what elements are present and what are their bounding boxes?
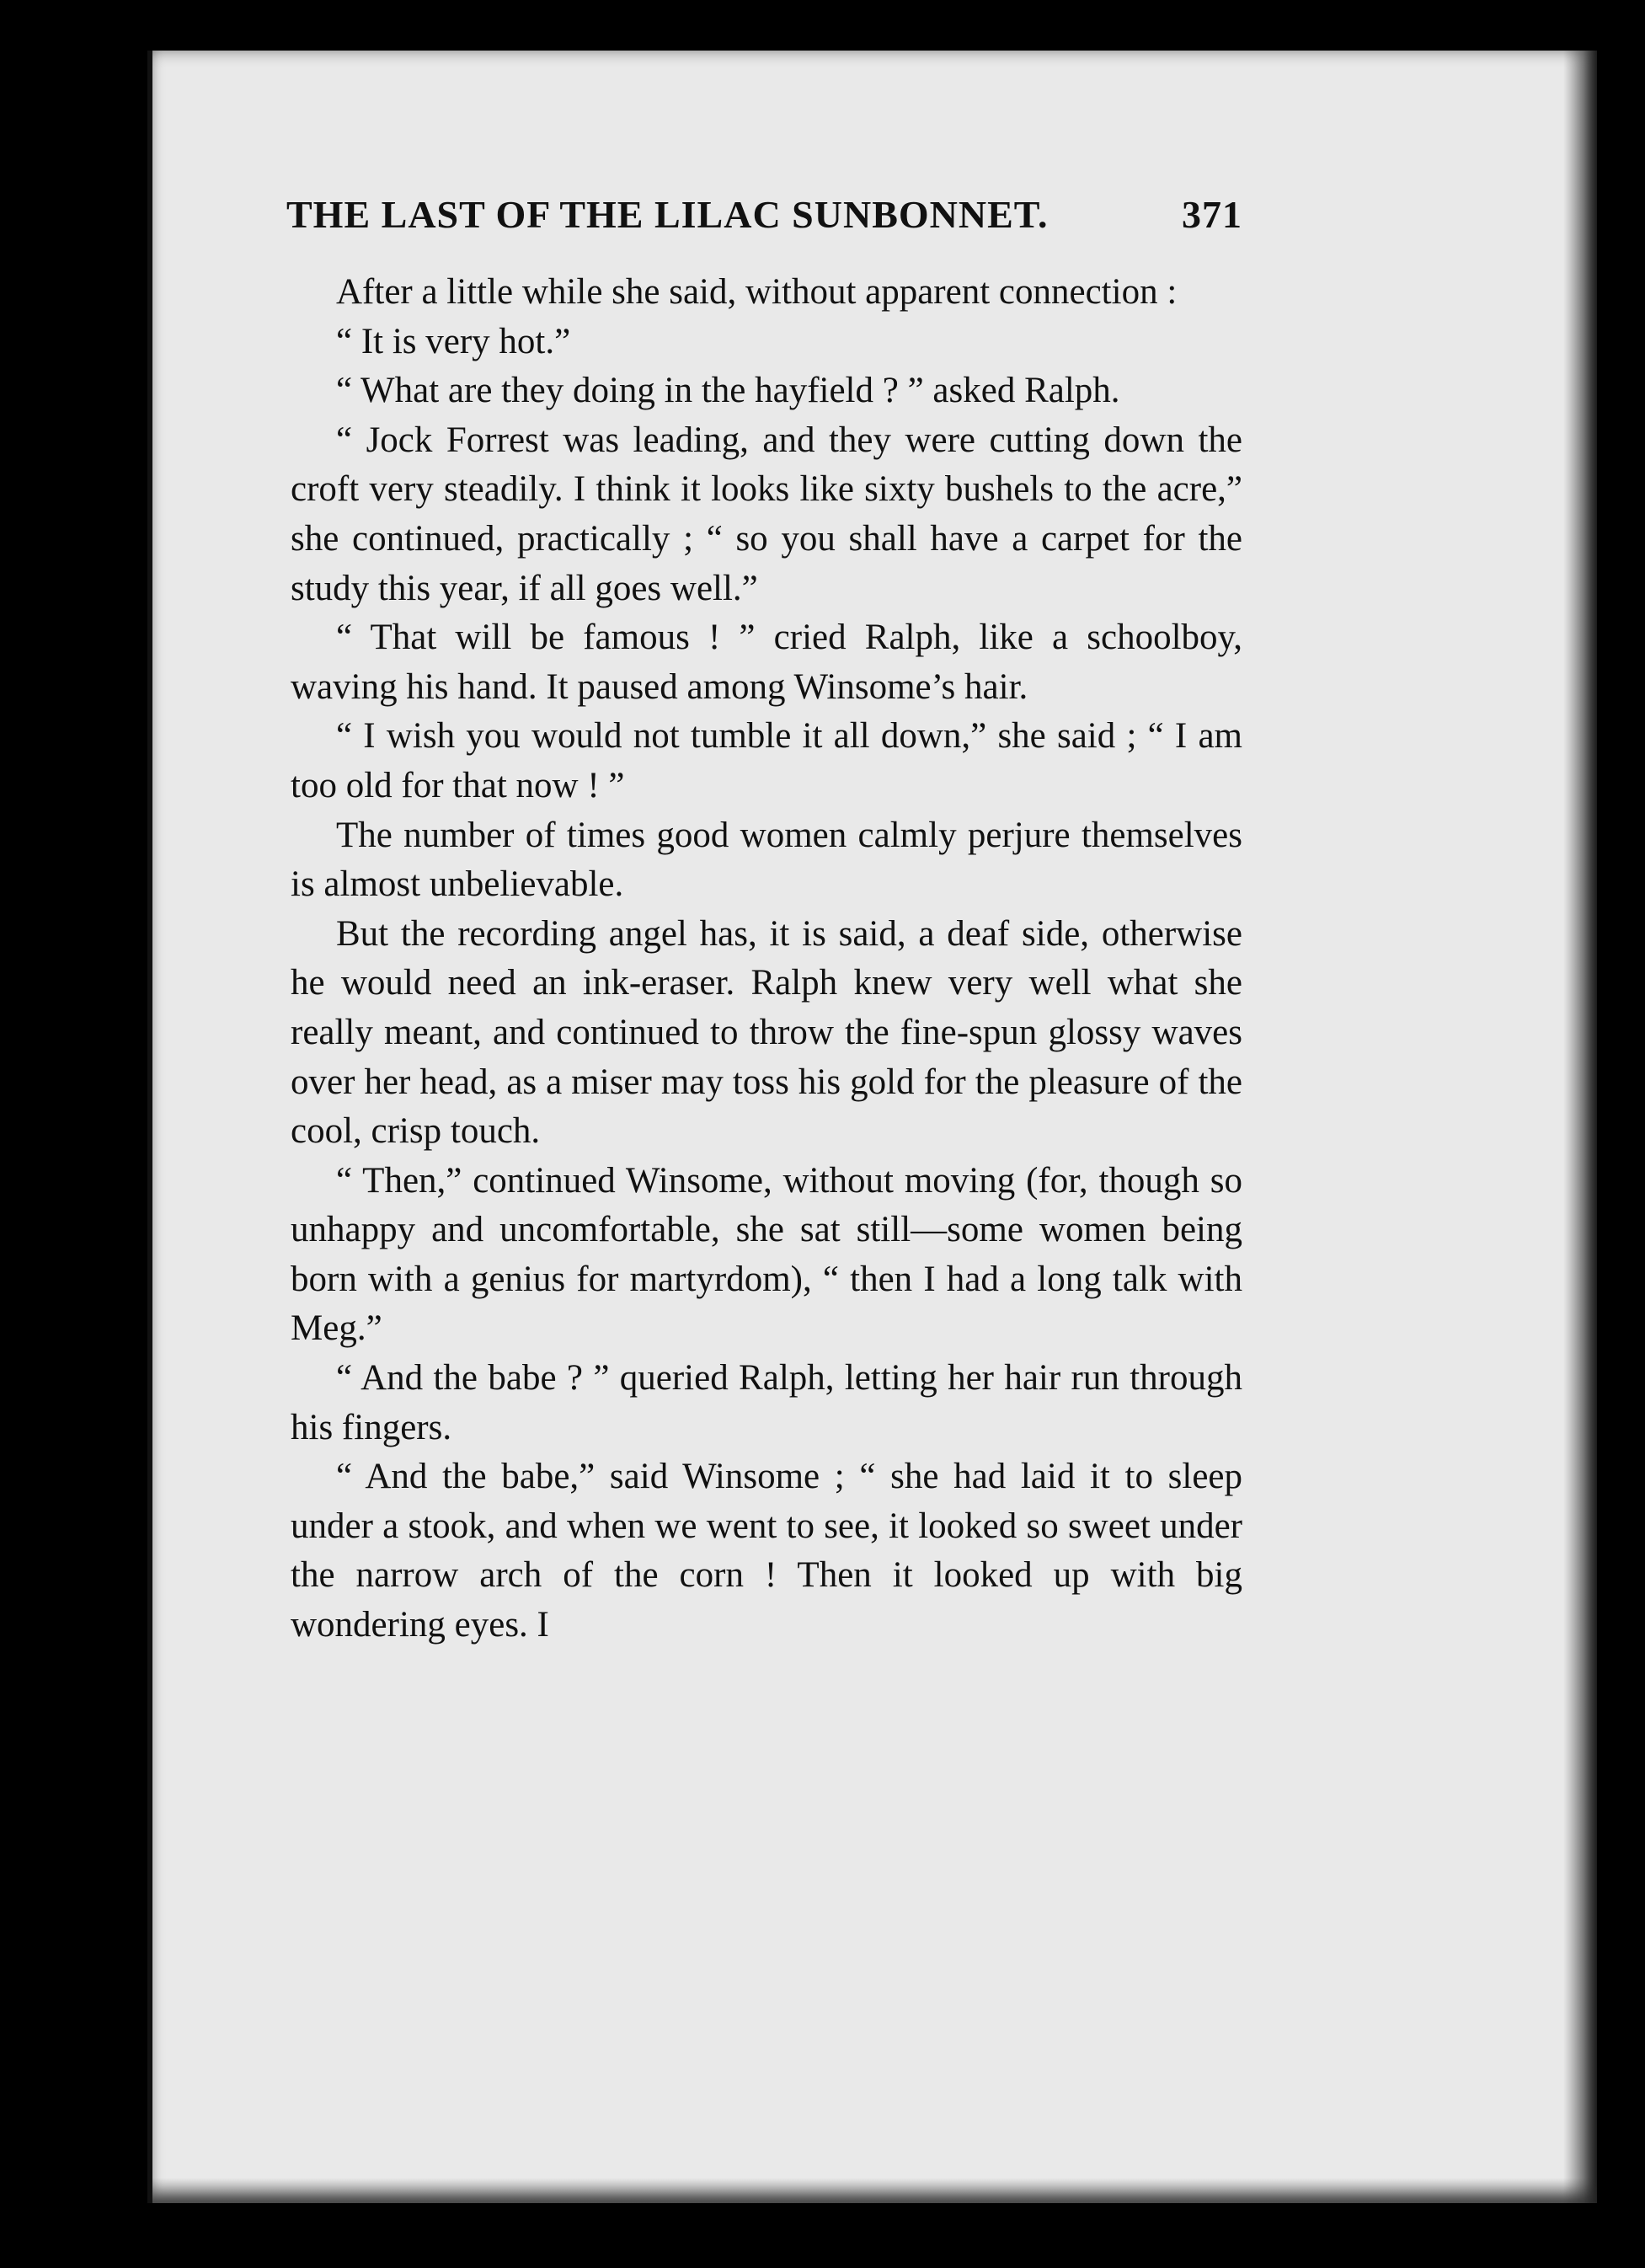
paragraph: “ I wish you would not tumble it all down,” she said ; “ I am too old for that now ! ” xyxy=(291,716,1242,805)
paragraph: “ Jock Forrest was leading, and they were cutting down the croft very steadily. I think it looks like sixty bushels to the acre,” she continued, practically ; “ so you shall have a carpet for the study this year, if all goes well.” xyxy=(291,420,1242,608)
page-number: 371 xyxy=(1182,193,1242,236)
paragraph: But the recording angel has, it is said, a deaf side, otherwise he would need an ink-eraser. Ralph knew very well what she really meant, and continued to throw the fine-spun glossy waves over her head, as a miser may toss his gold for the pleasure of the cool, crisp touch. xyxy=(291,913,1242,1152)
paragraph: The number of times good women calmly perjure themselves is almost unbelievable. xyxy=(291,815,1242,905)
body-text xyxy=(291,268,1242,1650)
paragraph: “ That will be famous ! ” cried Ralph, like a schoolboy, waving his hand. It paused among Winsome’s hair. xyxy=(291,618,1242,707)
paragraph: “ Then,” continued Winsome, without moving (for, though so unhappy and uncomfortable, she sat still—some women being born with a genius for martyrdom), “ then I had a long talk with Meg.” xyxy=(291,1160,1242,1349)
paragraph: “ What are they doing in the hayfield ? ” asked Ralph. xyxy=(336,371,1120,411)
page-bottom-shadow xyxy=(152,2178,1597,2203)
running-title: THE LAST OF THE LILAC SUNBONNET. xyxy=(286,193,1049,236)
paragraph: “ And the babe,” said Winsome ; “ she had laid it to sleep under a stook, and when we went to see, it looked so sweet under the narrow arch of the corn ! Then it looked up with big wondering eyes. I xyxy=(291,1457,1242,1645)
running-header xyxy=(286,192,1242,251)
paragraph: After a little while she said, without apparent connection : xyxy=(336,272,1178,312)
paragraph: “ And the babe ? ” queried Ralph, letting her hair run through his fingers. xyxy=(291,1358,1242,1447)
paragraph: “ It is very hot.” xyxy=(336,321,571,361)
page-edge-shadow xyxy=(1563,51,1597,2203)
